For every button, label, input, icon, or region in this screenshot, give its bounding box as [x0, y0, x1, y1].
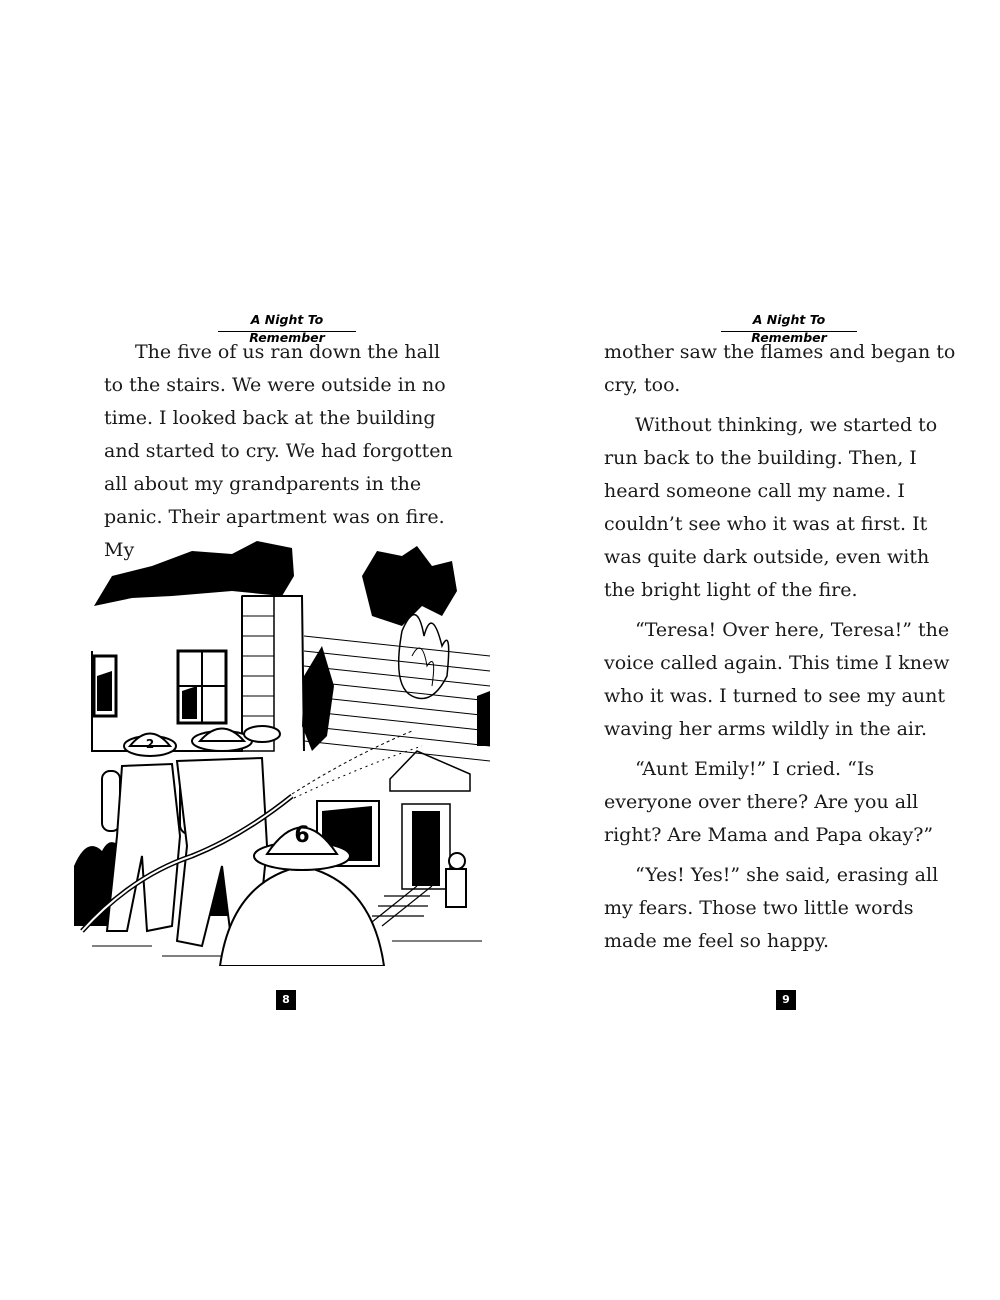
paragraph: mother saw the flames and began to cry, too. — [604, 341, 956, 396]
paragraph: “Teresa! Over here, Teresa!” the voice called again. This time I knew who it was. I turned to see my aunt waving her arms wildly in the air. — [604, 619, 950, 740]
running-header: A Night To Remember — [721, 311, 857, 332]
paragraph: Without thinking, we started to run back to the building. Then, I heard someone call my name. I couldn’t see who it was at first. It was quite dark outside, even with the bright light of the fire. — [604, 414, 938, 601]
body-text — [604, 336, 964, 958]
body-text — [104, 336, 464, 567]
right-page — [500, 0, 1000, 1300]
paragraph: “Yes! Yes!” she said, erasing all my fears. Those two little words made me feel so happy. — [604, 864, 939, 952]
firefighters-at-burning-building-illustration — [72, 536, 492, 966]
helmet-number-small: 2 — [145, 737, 155, 751]
running-header: A Night To Remember — [218, 311, 356, 332]
page-number: 8 — [276, 990, 296, 1010]
paragraph: “Aunt Emily!” I cried. “Is everyone over there? Are you all right? Are Mama and Papa okay?” — [604, 758, 934, 846]
helmet-number: 6 — [294, 823, 310, 848]
page-number: 9 — [776, 990, 796, 1010]
paragraph: The five of us ran down the hall to the stairs. We were outside in no time. I looked back at the building and started to cry. We had forgotten all about my grandparents in the panic. Their apartment was on fire. My — [104, 341, 453, 561]
